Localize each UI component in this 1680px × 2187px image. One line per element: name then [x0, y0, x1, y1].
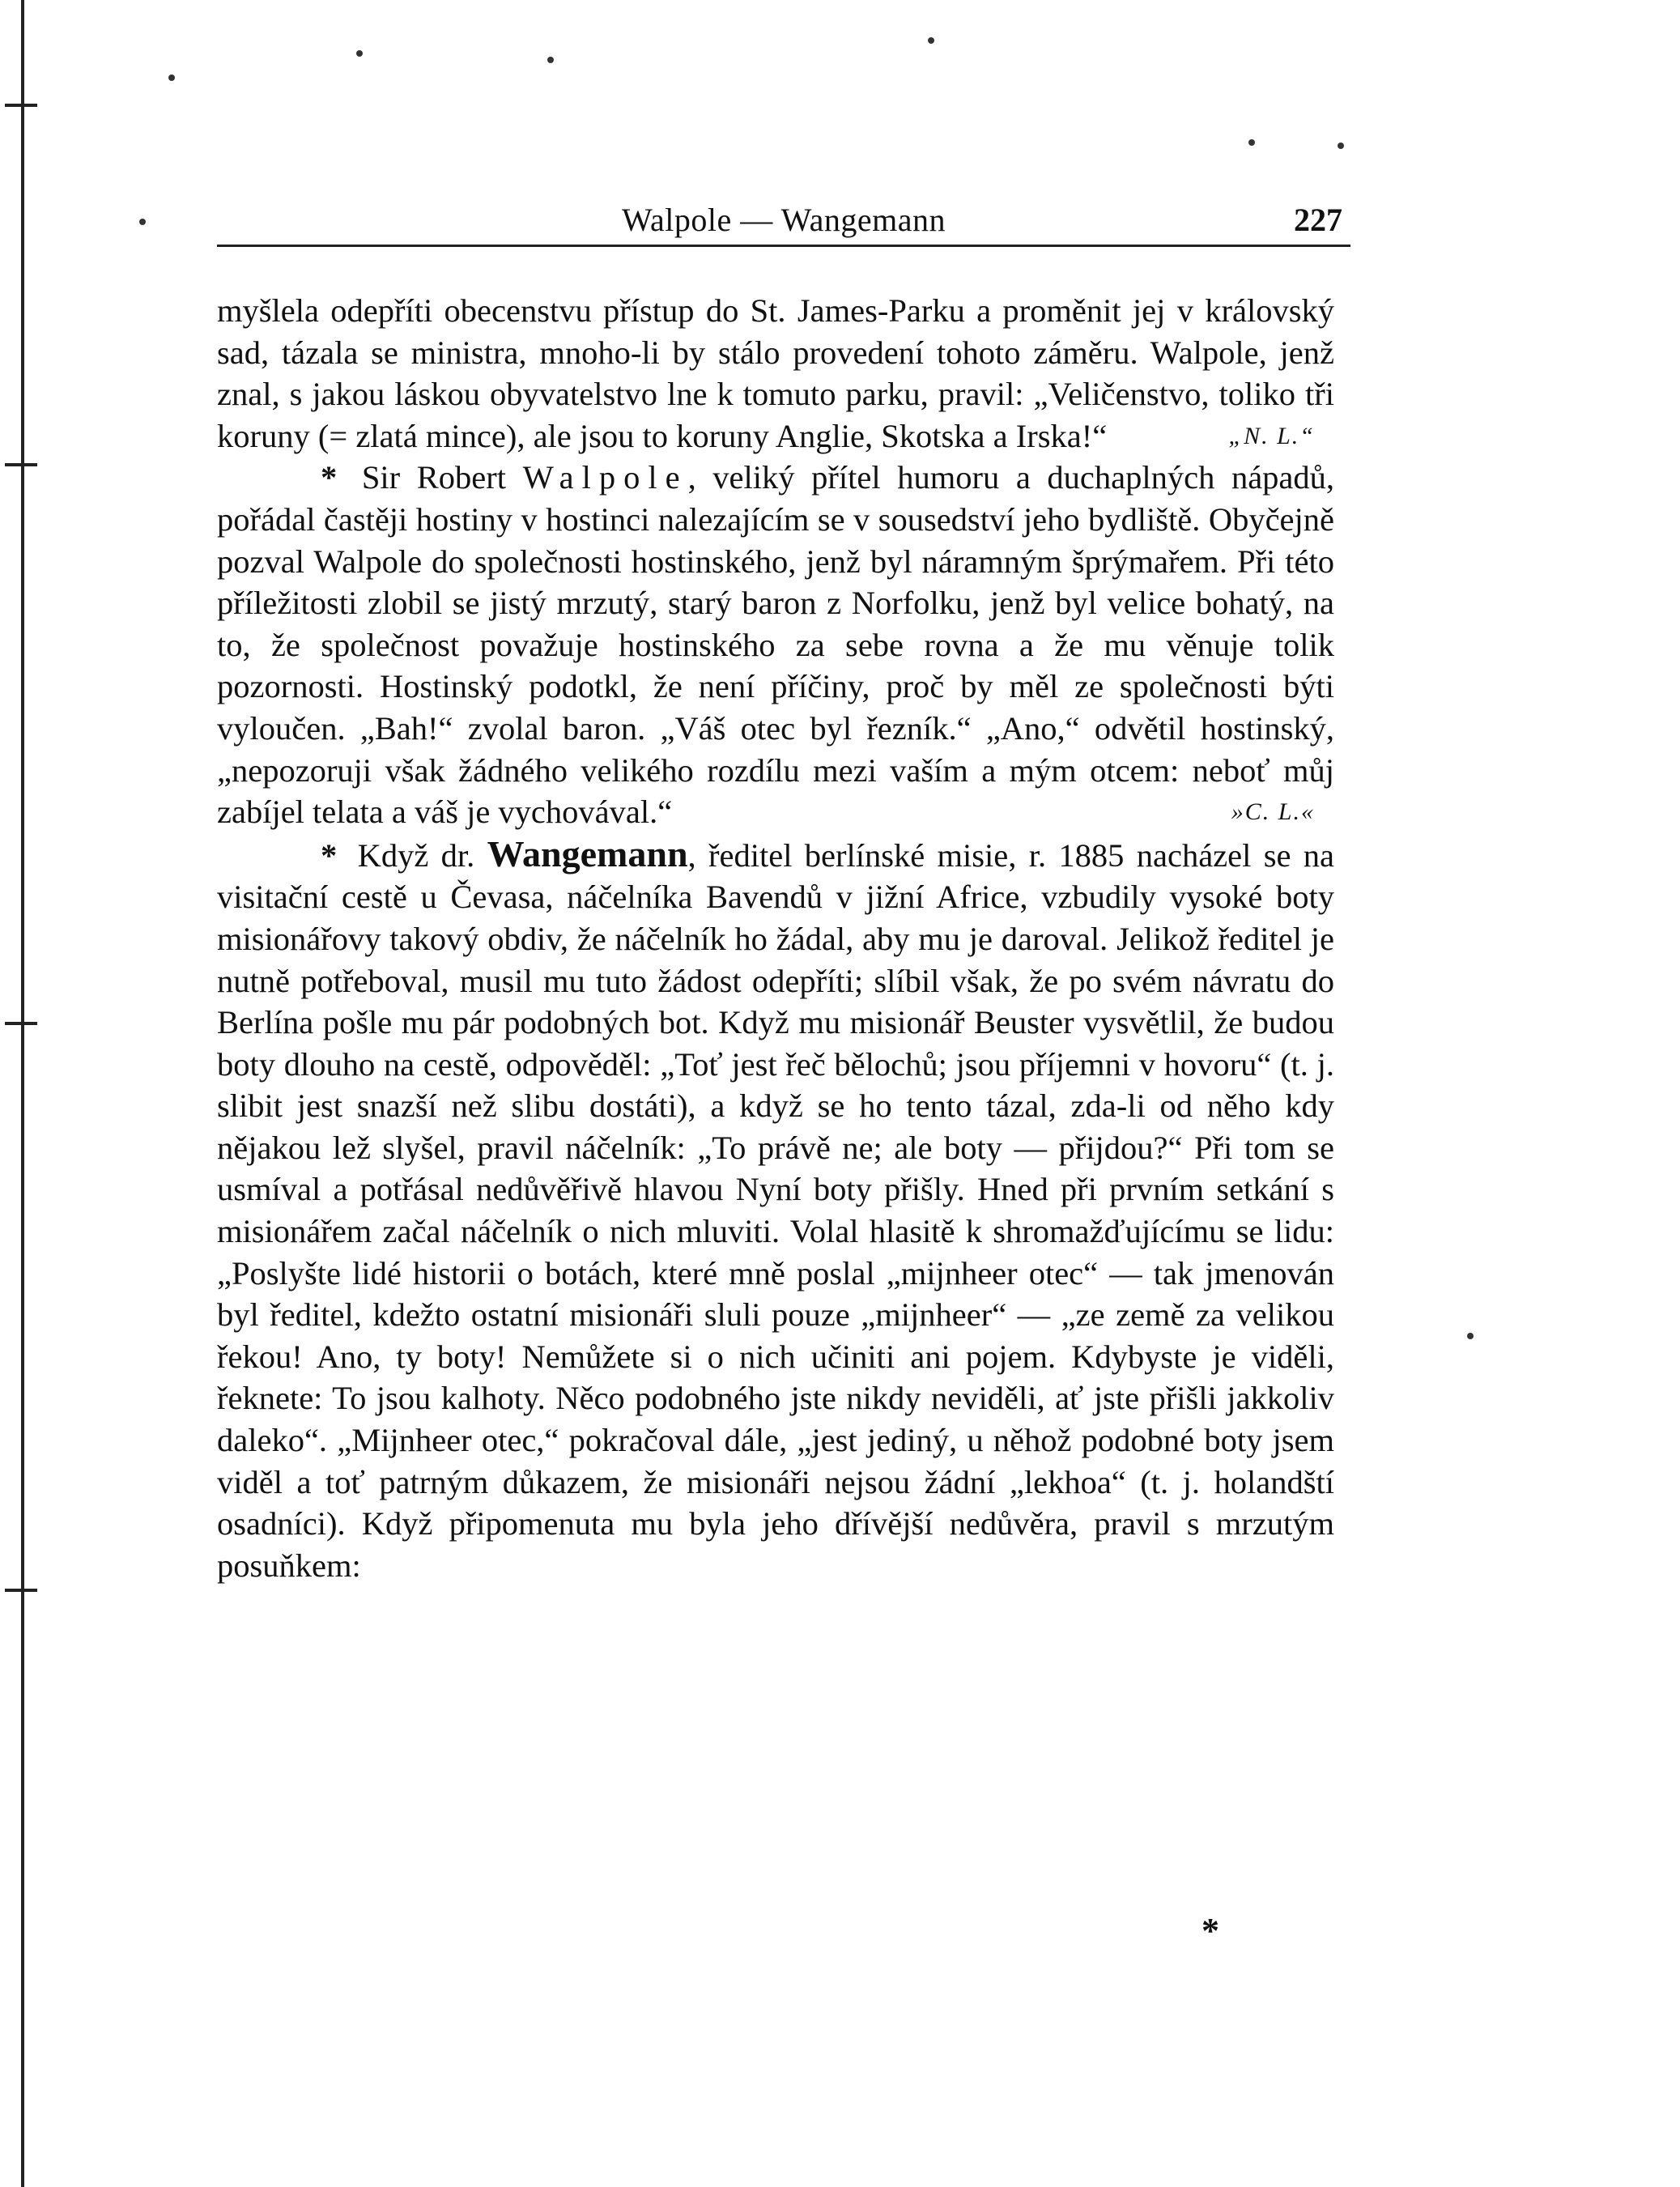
entry-name: Walpole: [522, 459, 688, 496]
entry-lead: Když dr.: [357, 836, 475, 874]
scan-speck: [547, 57, 554, 63]
source-signature: „N. L.“: [1228, 422, 1315, 449]
scan-speck: [1248, 139, 1255, 146]
binding-mark: [5, 1022, 37, 1025]
binding-mark: [5, 104, 37, 107]
entry-lead: Sir Robert: [361, 459, 506, 496]
page-header: [217, 194, 1350, 246]
scan-speck: [168, 74, 175, 81]
binding-mark: [5, 463, 37, 466]
running-title: Walpole — Wangemann: [622, 202, 946, 238]
paragraph-text: myšlela odepříti obecenstvu přístup do St. James-Parku a proměnit jej v královský sad, tázala se ministra, mnoho-li by stálo provedení tohoto záměru. Walpole, jenž znal, s jakou láskou obyvatelstvo lne k tomuto parku, pravil: „Veličenstvo, toliko tři koruny (= zlatá mince), ale jsou to koruny Anglie, Skotska a Irska!“: [217, 292, 1334, 454]
entry-name: Wangemann: [487, 832, 688, 874]
paragraph-continued: [217, 290, 1334, 457]
page-number: 227: [1294, 202, 1342, 238]
paragraph-text: , veliký přítel humoru a duchaplných nápadů, pořádal častěji hostiny v hostinci nalezajícím se v sousedství jeho bydliště. Obyčejně pozval Walpole do společnosti hostinského, jenž byl náramným šprýmařem. Při této příležitosti zlobil se jistý mrzutý, starý baron z Norfolku, jenž byl velice bohatý, na to, že společnost považuje hostinského za sebe rovna a že mu věnuje tolik pozornosti. Hostinský podotkl, že není příčiny, proč by měl ze společnosti býti vyloučen. „Bah!“ zvolal baron. „Váš otec byl řezník.“ „Ano,“ odvětil hostinský, „nepozoruji však žádného velikého rozdílu mezi vaším a mým otcem: neboť můj zabíjel telata a váš je vychovával.“: [217, 459, 1335, 831]
scan-speck: [1338, 143, 1344, 149]
catchword: *: [1202, 1911, 1219, 1951]
entry-star: *: [321, 459, 338, 496]
scan-speck: [356, 50, 363, 57]
binding-edge: [21, 0, 24, 2187]
header-rule: [217, 245, 1350, 247]
anecdote-wangemann: [217, 833, 1334, 1587]
scan-speck: [928, 37, 934, 44]
paragraph-text: , ředitel berlínské misie, r. 1885 nacházel se na visitační cestě u Čevasa, náčelníka Bavendů v jižní Africe, vzbudily vysoké boty misionářovy takový obdiv, že náčelník ho žádal, aby mu je daroval. Jelikož ředitel je nutně potřeboval, musil mu tuto žádost odepříti; slíbil však, že po svém návratu do Berlína pošle mu pár podobných bot. Když mu misionář Beuster vysvětlil, že budou boty dlouho na cestě, odpověděl: „Toť jest řeč bělochů; jsou příjemni v hovoru“ (t. j. slibit jest snazší než slibu dostáti), a když se ho tento tázal, zda-li od něho kdy nějakou lež slyšel, pravil náčelník: „To právě ne; ale boty — přijdou?“ Při tom se usmíval a potřásal nedůvěřivě hlavou Nyní boty přišly. Hned při prvním setkání s misionářem začal náčelník o nich mluviti. Volal hlasitě k shromažďujícímu se lidu: „Poslyšte lidé historii o botách, které mně poslal „mijnheer otec“ — tak jmenován byl ředitel, kdežto ostatní misionáři sluli pouze „mijnheer“ — „ze země za velikou řekou! Ano, ty boty! Nemůžete si o nich učiniti ani pojem. Kdybyste je viděli, řeknete: To jsou kalhoty. Něco podobného jste nikdy neviděli, ať jste přišli jakkoliv daleko“. „Mijnheer otec,“ pokračoval dále, „jest jediný, u něhož podobné boty jsem viděl a toť patrným důkazem, že misionáři nejsou žádní „lekhoa“ (t. j. holandští osadníci). Když připomenuta mu byla jeho dřívější nedůvěra, pravil s mrzutým posuňkem:: [217, 836, 1335, 1584]
scan-speck: [139, 219, 146, 225]
body-text: [217, 290, 1334, 1586]
scan-speck: [1467, 1333, 1474, 1339]
source-signature: »C. L.«: [1231, 798, 1315, 826]
binding-mark: [5, 1589, 37, 1592]
entry-star: *: [321, 836, 338, 874]
anecdote-walpole: [217, 457, 1334, 832]
